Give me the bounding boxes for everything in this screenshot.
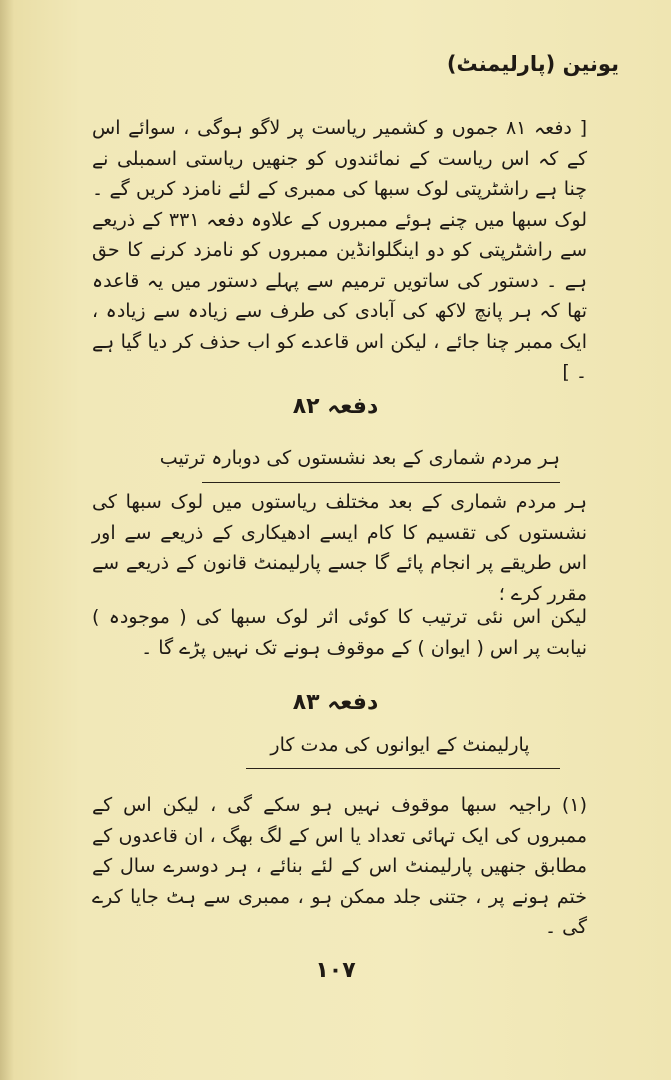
- section-82-paragraph-2: لیکن اس نئی ترتیب کا کوئی اثر لوک سبھا کی ( موجودہ ) نیابت پر اس ( ایوان ) کے موقوف ہونے تک نہیں پڑے گا ۔: [92, 606, 587, 659]
- section-83-title-underline: [246, 768, 560, 769]
- section-82-heading: دفعہ ۸۲: [292, 394, 379, 419]
- note-paragraph: [ دفعہ ۸۱ جموں و کشمیر ریاست پر لاگو ہوگی ، سوائے اس کے کہ اس ریاست کے نمائندوں کو جنھیں ریاستی اسمبلی نے چنا ہے راشٹرپتی لوک سبھا کی ممبری کے لئے نامزد کریں گے ۔ لوک سبھا میں چنے ہوئے ممبروں کے علاوہ دفعہ ۳۳۱ کے ذریعے سے راشٹرپتی کو دو اینگلوانڈین ممبروں کو نامزد کرنے کا حق ہے ۔ دستور کی ساتویں ترمیم سے پہلے دستور میں یہ قاعدہ تھا کہ ہر پانچ لاکھ کی آبادی کی طرف سے زیادہ سے زیادہ ، ایک ممبر چنا جائے ، لیکن اس قاعدے کو اب حذف کر دیا گیا ہے ۔ ]: [92, 117, 588, 383]
- section-82-title-underline: [202, 482, 560, 483]
- binding-shadow: [0, 0, 14, 1080]
- section-83-paragraph-1: (۱) راجیہ سبھا موقوف نہیں ہو سکے گی ، لیکن اس کے ممبروں کی ایک تہائی تعداد یا اس کے لگ بھگ ، ان قاعدوں کے مطابق جنھیں پارلیمنٹ اس کے لئے بنائے ، ہر دوسرے سال کے ختم ہونے پر ، جتنی جلد ممکن ہو ، ممبری سے ہٹ جایا کرے گی ۔: [92, 794, 587, 938]
- section-83-title: پارلیمنٹ کے ایوانوں کی مدت کار: [270, 734, 530, 756]
- section-82-paragraph-1: ہر مردم شماری کے بعد مختلف ریاستوں میں لوک سبھا کی نشستوں کی تقسیم کا کام ایسے ادھیکاری کے ذریعے سے اور اس طریقے پر انجام پائے گا جسے پارلیمنٹ قانون کے ذریعے سے مقرر کرے ؛: [92, 491, 587, 605]
- running-head: یونین (پارلیمنٹ): [446, 52, 619, 76]
- section-83-heading: دفعہ ۸۳: [292, 690, 379, 715]
- section-82-title: ہر مردم شماری کے بعد نشستوں کی دوبارہ ترتیب: [159, 447, 560, 469]
- page-number: ۱۰۷: [315, 958, 356, 983]
